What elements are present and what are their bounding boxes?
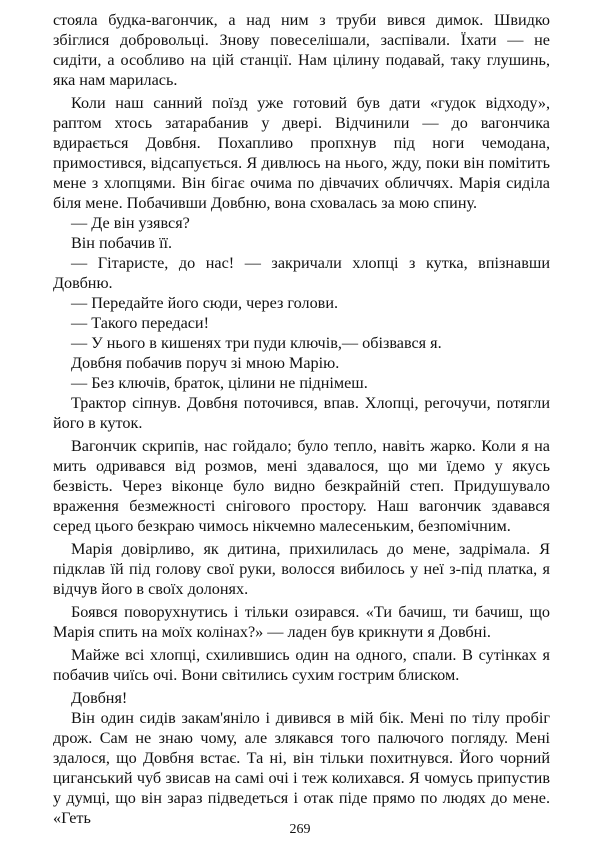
page-number: 269 (289, 822, 311, 837)
paragraph-14: Боявся поворухнутись і тільки озирався. «Ти бачиш, ти бачиш, що Марія спить на моїх колінах?» — ладен був крикнути я Довбні. (53, 603, 550, 641)
page-body (53, 10, 550, 828)
paragraph-4: Він побачив її. (71, 234, 173, 252)
paragraph-5: — Гітаристе, до нас! — закричали хлопці з кутка, впізнавши Довбню. (53, 254, 550, 292)
paragraph-10: — Без ключів, браток, цілини не піднімеш. (71, 374, 368, 392)
paragraph-16: Довбня! (71, 689, 128, 707)
paragraph-12: Вагончик скрипів, нас гойдало; було тепло, навіть жарко. Коли я на мить одривався від розмов, мені здавалося, що ми їдемо у якусь безвість. Через віконце було видно безкрайній степ. Придушувало враження безмежності снігового простору. Наш вагончик здавався серед цього безкраю чимось нікчемно малесеньким, безпомічним. (53, 437, 550, 535)
paragraph-13: Марія довірливо, як дитина, прихилилась до мене, задрімала. Я підклав їй під голову свої руки, волосся вибилось у неї з-під платка, я відчув його в своїх долонях. (53, 540, 550, 598)
paragraph-1: стояла будка-вагончик, а над ним з труби вився димок. Швидко збіглися добровольці. Знову повеселішали, заспівали. Їхати — не сидіти, а особливо на цій станції. Нам цілину подавай, таку глушинь, яка нам марилась. (53, 11, 550, 89)
paragraph-11: Трактор сіпнув. Довбня поточився, впав. Хлопці, регочучи, потягли його в куток. (53, 394, 550, 432)
paragraph-7: — Такого передаси! (71, 314, 209, 332)
paragraph-2: Коли наш санний поїзд уже готовий був дати «гудок відходу», раптом хтось затарабанив у двері. Відчинили — до вагончика вдирається Довбня. Похапливо пропхнув під ноги чемодана, примостився, відсапується. Я дивлюсь на нього, жду, поки він помітить мене з хлопцями. Він бігає очима по дівчачих обличчях. Марія сиділа біля мене. Побачивши Довбню, вона сховалась за мою спину. (53, 94, 550, 212)
paragraph-15: Майже всі хлопці, схилившись один на одного, спали. В сутінках я побачив чиїсь очі. Вони світились сухим гострим блиском. (53, 646, 550, 684)
paragraph-6: — Передайте його сюди, через голови. (71, 294, 339, 312)
paragraph-17: Він один сидів закам'яніло і дивився в мій бік. Мені по тілу пробіг дрож. Сам не знаю чому, але злякався того палючого погляду. Мені здалося, що Довбня встає. Та ні, він тільки похитнувся. Його чорний циганський чуб звисав на самі очі і теж колихався. Я чомусь припустив у думці, що він зараз підведеться і отак піде прямо по людях до мене. «Геть (53, 709, 550, 827)
paragraph-3: — Де він узявся? (71, 214, 190, 232)
paragraph-9: Довбня побачив поруч зі мною Марію. (71, 354, 340, 372)
paragraph-8: — У нього в кишенях три пуди ключів,— обізвався я. (71, 334, 442, 352)
